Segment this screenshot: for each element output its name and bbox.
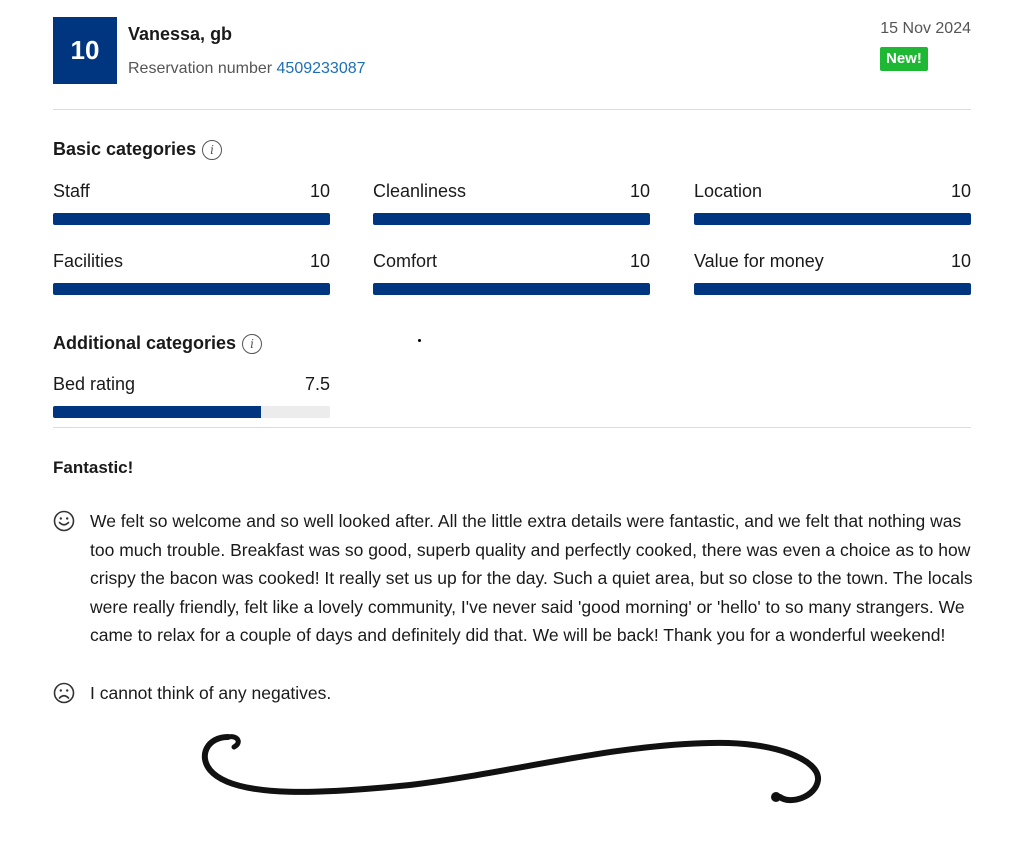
info-icon[interactable]: i [242,334,262,354]
info-icon[interactable]: i [202,140,222,160]
category-location [694,179,971,225]
category-label: Location [694,181,763,201]
additional-categories-title: Additional categories [53,333,237,353]
category-comfort [373,249,650,295]
additional-categories-heading [53,333,262,354]
new-badge: New! [880,47,928,71]
category-score: 10 [950,251,971,271]
review-positive-text: We felt so welcome and so well looked after. All the little extra details were fantastic, and we felt that nothing was too much trouble. Breakfast was so good, superb quality and perfectly cooked, there was even a choice as to how crispy the bacon was cooked! It really set us up for the day. Such a quiet area, but so close to the town. The locals were really friendly, felt like a lovely community, I've never said 'good morning' or 'hello' to so many strangers. We came to relax for a couple of days and definitely did that. We will be back! Thank you for a wonderful weekend! [90,511,973,646]
score-bar-fill [53,283,330,295]
score-bar-fill [373,283,650,295]
categories-divider [53,427,971,428]
category-label: Cleanliness [373,181,467,201]
review-title: Fantastic! [53,458,134,477]
score-bar-fill [694,213,971,225]
reservation-label: Reservation number [128,60,273,77]
score-bar-fill [694,283,971,295]
category-score: 10 [309,251,330,271]
category-bed-rating [53,372,330,418]
category-label: Comfort [373,251,438,271]
category-label: Bed rating [53,374,136,394]
frown-face-icon [53,682,75,704]
score-bar [53,213,330,225]
reservation-info [128,60,366,78]
basic-categories-title: Basic categories [53,139,197,159]
category-label: Facilities [53,251,124,271]
category-label: Value for money [694,251,824,271]
score-bar-fill [373,213,650,225]
score-bar-fill [53,406,261,418]
score-bar [373,213,650,225]
decorative-swirl [190,725,830,820]
score-bar [53,283,330,295]
guest-name: Vanessa, gb [128,24,233,44]
score-bar [373,283,650,295]
score-bar [694,283,971,295]
category-score: 10 [629,181,650,201]
category-score: 10 [309,181,330,201]
smiley-face-icon [53,510,75,532]
category-value-for-money [694,249,971,295]
category-staff [53,179,330,225]
review-date: 15 Nov 2024 [880,20,971,37]
basic-categories-heading [53,139,222,160]
score-bar-fill [53,213,330,225]
review-score-badge: 10 [53,17,117,84]
reservation-number-link[interactable]: 4509233087 [276,60,366,77]
category-score: 10 [950,181,971,201]
score-bar [694,213,971,225]
category-label: Staff [53,181,90,201]
category-score: 7.5 [304,374,330,394]
category-score: 10 [629,251,650,271]
category-facilities [53,249,330,295]
header-divider [53,109,971,110]
score-bar [53,406,330,418]
review-negative-text: I cannot think of any negatives. [90,683,332,703]
category-cleanliness [373,179,650,225]
stray-dot [418,339,421,342]
